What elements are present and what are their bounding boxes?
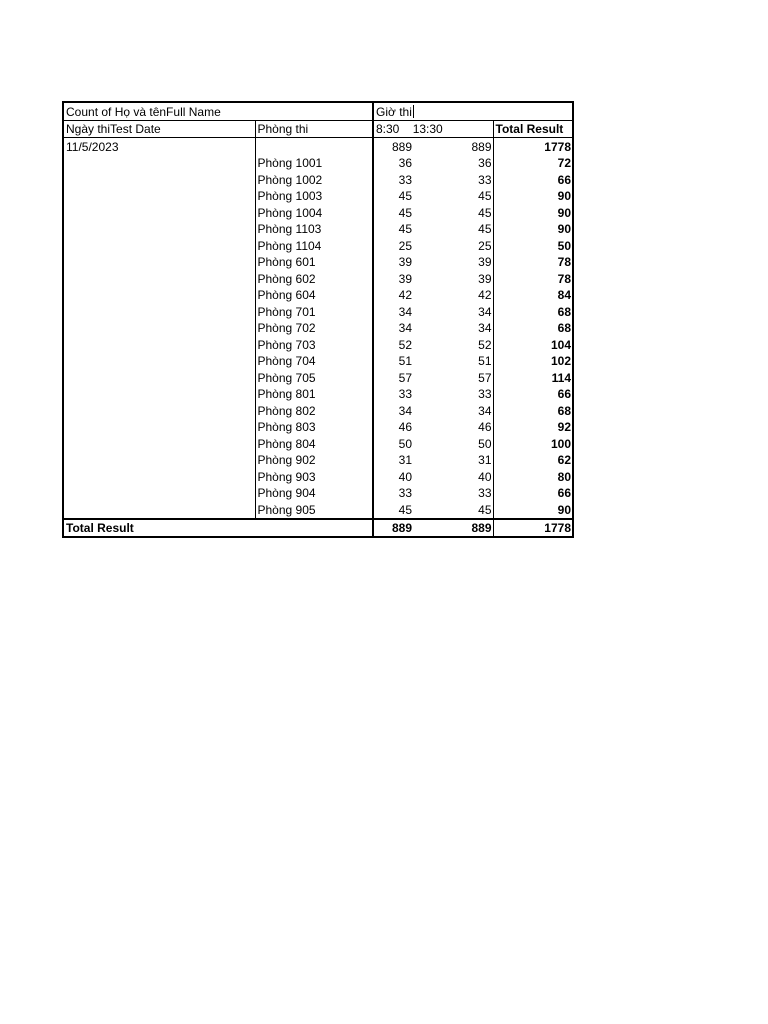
room-total: 50 [493, 237, 573, 254]
data-field-label[interactable]: Count of Họ và tênFull Name [63, 102, 373, 120]
table-row [63, 468, 573, 485]
room-count-830: 51 [373, 353, 413, 370]
room-count-830: 45 [373, 204, 413, 221]
room-name[interactable]: Phòng 1004 [255, 204, 373, 221]
room-name[interactable]: Phòng 905 [255, 501, 373, 519]
table-row [63, 336, 573, 353]
grand-total-1330: 889 [413, 519, 493, 538]
room-count-1330: 45 [478, 205, 492, 220]
room-blank-date-col [63, 468, 255, 485]
table-row [63, 320, 573, 337]
row-field-room-label[interactable]: Phòng thi [255, 120, 373, 138]
room-count-1330: 45 [413, 501, 493, 519]
room-total: 90 [493, 501, 573, 519]
room-total: 68 [493, 402, 573, 419]
room-blank-date-col [63, 386, 255, 403]
room-total: 104 [493, 336, 573, 353]
room-name[interactable]: Phòng 602 [255, 270, 373, 287]
table-row [63, 386, 573, 403]
room-total: 84 [493, 287, 573, 304]
room-name[interactable]: Phòng 902 [255, 452, 373, 469]
room-total: 62 [493, 452, 573, 469]
room-total: 102 [493, 353, 573, 370]
room-count-1330: 45 [478, 189, 492, 203]
room-name[interactable]: Phòng 701 [255, 303, 373, 320]
table-row [63, 270, 573, 287]
grand-total-label: Total Result [63, 519, 373, 538]
room-blank-date-col [63, 320, 255, 337]
room-count-830: 33 [373, 386, 413, 403]
room-name[interactable]: Phòng 604 [255, 287, 373, 304]
pivot-header-row [63, 120, 573, 138]
row-field-date-label[interactable]: Ngày thiTest Date [63, 120, 255, 138]
room-count-830: 31 [373, 452, 413, 469]
room-name[interactable]: Phòng 705 [255, 369, 373, 386]
room-blank-date-col [63, 188, 255, 205]
room-count-830: 40 [373, 468, 413, 485]
room-count-830: 52 [373, 336, 413, 353]
room-blank-date-col [63, 303, 255, 320]
room-count-1330: 50 [478, 436, 492, 451]
room-name[interactable]: Phòng 704 [255, 353, 373, 370]
column-field-cell[interactable] [373, 102, 573, 120]
pivot-table [62, 101, 574, 538]
room-count-830: 50 [373, 435, 413, 452]
room-count-830: 36 [373, 155, 413, 172]
room-total: 80 [493, 468, 573, 485]
room-blank-date-col [63, 419, 255, 436]
grand-total-row [63, 519, 573, 538]
table-row [63, 188, 573, 205]
room-blank-date-col [63, 237, 255, 254]
room-name[interactable]: Phòng 703 [255, 336, 373, 353]
room-count-830: 33 [373, 171, 413, 188]
room-total: 68 [493, 320, 573, 337]
room-count-1330: 57 [478, 370, 492, 385]
table-row [63, 402, 573, 419]
room-count-1330: 34 [478, 403, 492, 418]
room-blank-date-col [63, 171, 255, 188]
room-blank-date-col [63, 485, 255, 502]
date-total-830: 889 [373, 138, 413, 155]
table-row [63, 155, 573, 172]
date-total-all: 1778 [493, 138, 573, 155]
date-room-blank [255, 138, 373, 155]
room-name[interactable]: Phòng 1003 [255, 188, 373, 205]
room-count-830: 45 [373, 501, 413, 519]
column-header-times [373, 120, 493, 138]
room-count-1330: 51 [478, 354, 492, 368]
grand-total-all: 1778 [493, 519, 573, 538]
room-total: 90 [493, 221, 573, 238]
room-blank-date-col [63, 155, 255, 172]
room-name[interactable]: Phòng 702 [255, 320, 373, 337]
column-header-830[interactable]: 8:30 [376, 122, 400, 136]
room-blank-date-col [63, 221, 255, 238]
room-total: 66 [493, 386, 573, 403]
table-row [63, 303, 573, 320]
grand-total-830: 889 [373, 519, 413, 538]
room-name[interactable]: Phòng 1002 [255, 171, 373, 188]
room-name[interactable]: Phòng 1001 [255, 155, 373, 172]
room-count-830: 33 [373, 485, 413, 502]
room-count-830: 57 [373, 369, 413, 386]
room-name[interactable]: Phòng 1104 [255, 237, 373, 254]
room-blank-date-col [63, 336, 255, 353]
column-header-total[interactable]: Total Result [493, 120, 573, 138]
table-row [63, 221, 573, 238]
room-count-830: 42 [373, 287, 413, 304]
room-count-1330: 42 [478, 288, 492, 302]
room-name[interactable]: Phòng 1103 [255, 221, 373, 238]
room-blank-date-col [63, 204, 255, 221]
room-name[interactable]: Phòng 804 [255, 435, 373, 452]
date-subtotal-row [63, 138, 573, 155]
room-total: 90 [493, 188, 573, 205]
column-header-1330[interactable]: 13:30 [412, 122, 443, 136]
room-name[interactable]: Phòng 803 [255, 419, 373, 436]
table-row [63, 254, 573, 271]
room-blank-date-col [63, 287, 255, 304]
room-blank-date-col [63, 402, 255, 419]
table-row [63, 485, 573, 502]
room-count-830: 39 [373, 270, 413, 287]
room-total: 66 [493, 171, 573, 188]
room-count-1330: 25 [478, 238, 492, 253]
table-row [63, 287, 573, 304]
table-row [63, 452, 573, 469]
cell-cursor [413, 105, 414, 118]
room-blank-date-col [63, 452, 255, 469]
room-total: 114 [493, 369, 573, 386]
table-row [63, 171, 573, 188]
room-count-830: 34 [373, 320, 413, 337]
room-total: 78 [493, 254, 573, 271]
room-name[interactable]: Phòng 903 [255, 468, 373, 485]
room-blank-date-col [63, 369, 255, 386]
room-count-830: 34 [373, 402, 413, 419]
room-count-1330: 39 [478, 255, 492, 269]
room-count-1330: 33 [478, 387, 492, 401]
room-count-1330: 46 [478, 420, 492, 434]
room-count-1330: 52 [478, 337, 492, 352]
room-total: 66 [493, 485, 573, 502]
room-count-830: 39 [373, 254, 413, 271]
room-count-1330: 39 [478, 271, 492, 286]
room-count-1330: 34 [478, 304, 492, 319]
room-total: 78 [493, 270, 573, 287]
room-count-1330: 31 [478, 453, 492, 467]
room-total: 100 [493, 435, 573, 452]
table-row [63, 501, 573, 519]
room-blank-date-col [63, 254, 255, 271]
pivot-body [63, 102, 573, 537]
table-row [63, 353, 573, 370]
room-total: 68 [493, 303, 573, 320]
room-count-830: 25 [373, 237, 413, 254]
room-blank-date-col [63, 435, 255, 452]
room-name[interactable]: Phòng 802 [255, 402, 373, 419]
room-name[interactable]: Phòng 601 [255, 254, 373, 271]
room-total: 92 [493, 419, 573, 436]
room-name[interactable]: Phòng 904 [255, 485, 373, 502]
room-count-830: 45 [373, 188, 413, 205]
room-blank-date-col [63, 353, 255, 370]
room-blank-date-col [63, 501, 255, 519]
date-total-1330: 889 [471, 139, 492, 154]
room-count-830: 46 [373, 419, 413, 436]
table-row [63, 204, 573, 221]
pivot-data-field-row [63, 102, 573, 120]
room-count-830: 45 [373, 221, 413, 238]
table-row [63, 419, 573, 436]
room-name[interactable]: Phòng 801 [255, 386, 373, 403]
room-count-1330: 36 [478, 156, 492, 170]
room-count-1330: 33 [478, 486, 492, 500]
table-row [63, 369, 573, 386]
date-cell[interactable]: 11/5/2023 [66, 139, 119, 154]
room-count-1330: 40 [478, 469, 492, 484]
table-row [63, 435, 573, 452]
table-row [63, 237, 573, 254]
room-count-1330: 34 [478, 321, 492, 335]
room-count-830: 34 [373, 303, 413, 320]
room-count-1330: 45 [478, 222, 492, 236]
room-blank-date-col [63, 270, 255, 287]
room-total: 72 [493, 155, 573, 172]
column-field-label[interactable]: Giờ thi [376, 104, 412, 119]
room-count-1330: 33 [478, 172, 492, 187]
room-total: 90 [493, 204, 573, 221]
